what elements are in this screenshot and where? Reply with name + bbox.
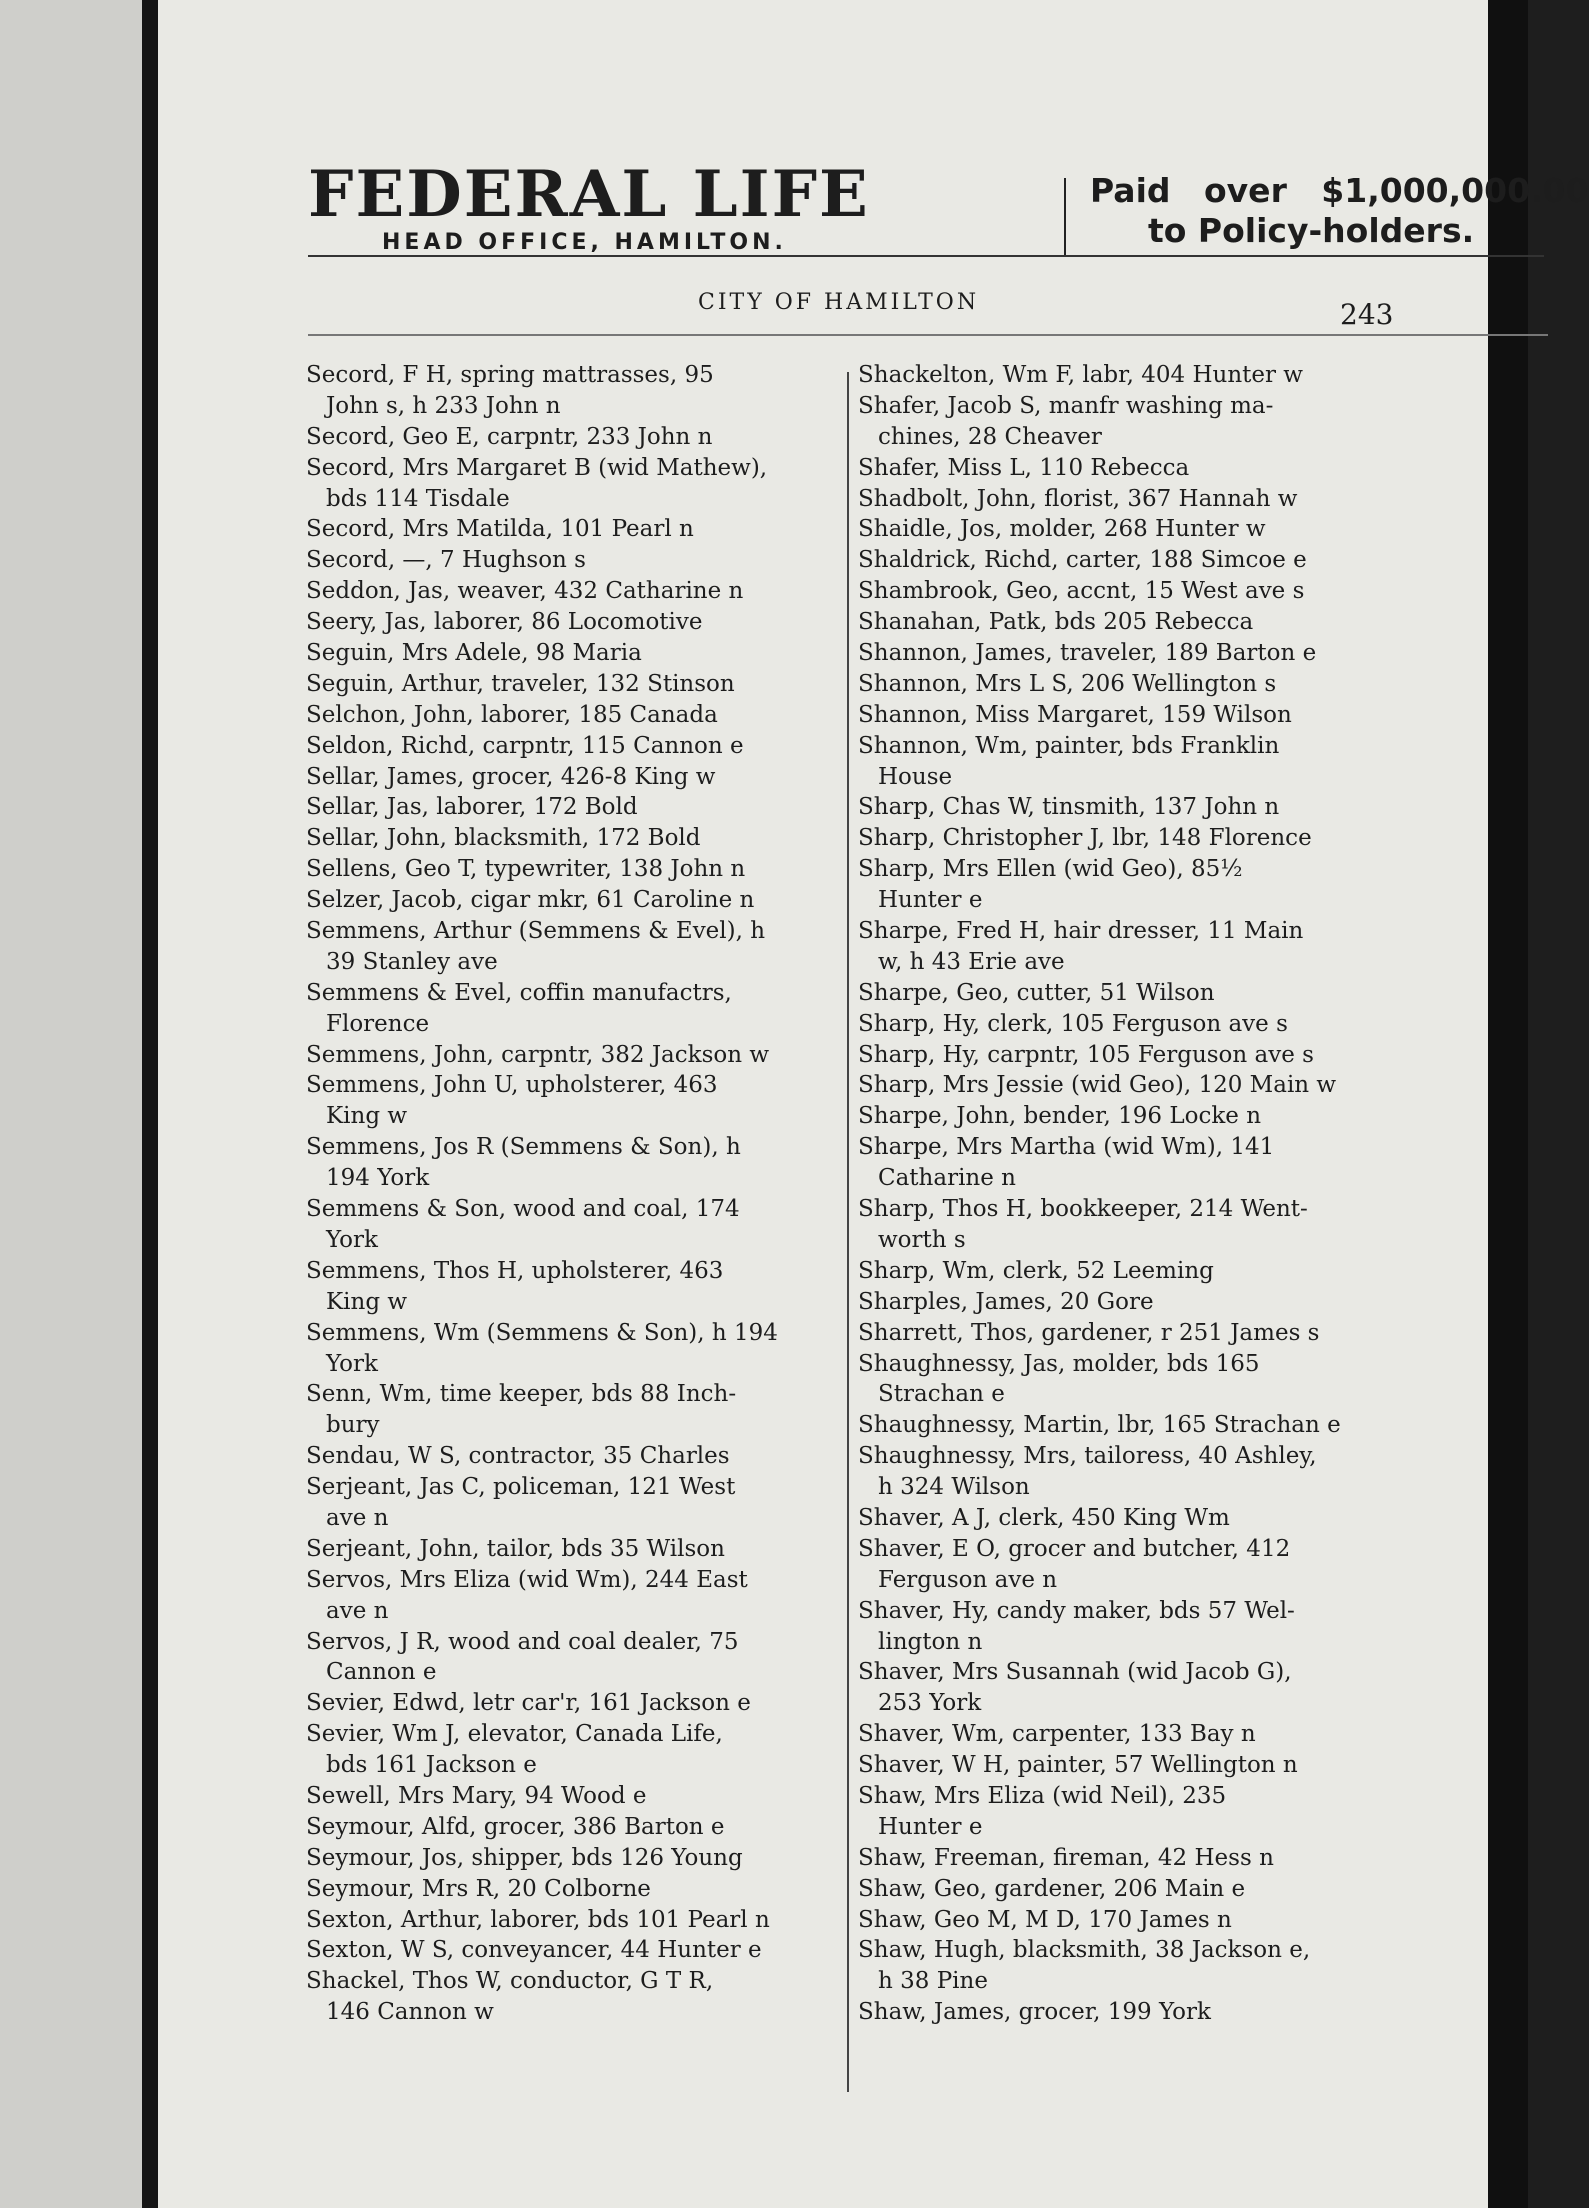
directory-line: Seldon, Richd, carpntr, 115 Cannon e <box>306 732 744 759</box>
directory-line: Selchon, John, laborer, 185 Canada <box>306 701 718 728</box>
directory-line: Shaver, Hy, candy maker, bds 57 Wel- <box>858 1597 1295 1624</box>
directory-line: Servos, J R, wood and coal dealer, 75 <box>306 1628 739 1655</box>
directory-line: Shannon, James, traveler, 189 Barton e <box>858 640 1317 667</box>
directory-line: Shaver, Mrs Susannah (wid Jacob G), <box>858 1659 1292 1686</box>
directory-line: Seymour, Alfd, grocer, 386 Barton e <box>306 1813 725 1840</box>
directory-line: Shambrook, Geo, accnt, 15 West ave s <box>858 578 1305 605</box>
directory-line: Sharp, Christopher J, lbr, 148 Florence <box>858 825 1312 852</box>
directory-line: Sharpe, Geo, cutter, 51 Wilson <box>858 979 1215 1006</box>
directory-line: w, h 43 Erie ave <box>878 948 1065 975</box>
head-office-line: HEAD OFFICE, HAMILTON. <box>382 230 787 255</box>
policy-holders-line: to Policy-holders. <box>1148 211 1475 250</box>
directory-line: Shaver, E O, grocer and butcher, 412 <box>858 1535 1291 1562</box>
directory-line: lington n <box>878 1628 983 1655</box>
directory-line: King w <box>326 1288 408 1315</box>
directory-line: Shannon, Wm, painter, bds Franklin <box>858 732 1280 759</box>
directory-line: Shaw, Geo M, M D, 170 James n <box>858 1906 1232 1933</box>
directory-line: Semmens, Jos R (Semmens & Son), h <box>306 1134 741 1161</box>
directory-line: Shaughnessy, Jas, molder, bds 165 <box>858 1350 1260 1377</box>
directory-line: Secord, —, 7 Hughson s <box>306 547 586 574</box>
directory-line: Sharpe, John, bender, 196 Locke n <box>858 1103 1262 1130</box>
directory-line: Sharpe, Mrs Martha (wid Wm), 141 <box>858 1134 1275 1161</box>
directory-line: Seguin, Arthur, traveler, 132 Stinson <box>306 670 735 697</box>
directory-line: Sevier, Edwd, letr car'r, 161 Jackson e <box>306 1690 751 1717</box>
directory-line: Senn, Wm, time keeper, bds 88 Inch- <box>306 1381 737 1408</box>
directory-line: Sharples, James, 20 Gore <box>858 1288 1154 1315</box>
column-rule <box>847 372 849 2092</box>
directory-line: ave n <box>326 1597 389 1624</box>
directory-line: Shaughnessy, Mrs, tailoress, 40 Ashley, <box>858 1443 1317 1470</box>
scan-left-edge <box>142 0 158 2208</box>
directory-line: Shaw, Geo, gardener, 206 Main e <box>858 1875 1246 1902</box>
directory-line: Sellar, James, grocer, 426-8 King w <box>306 763 716 790</box>
scan-left-margin <box>0 0 158 2208</box>
paid-label: Paid <box>1090 171 1171 210</box>
directory-line: Secord, Geo E, carpntr, 233 John n <box>306 423 713 450</box>
directory-line: Shaver, A J, clerk, 450 King Wm <box>858 1504 1230 1531</box>
advertisement-rule <box>308 255 1544 257</box>
directory-line: Ferguson ave n <box>878 1566 1058 1593</box>
paid-amount: over $1,000,000.00 <box>1204 171 1589 210</box>
directory-line: York <box>326 1226 378 1253</box>
directory-line: Shaw, Mrs Eliza (wid Neil), 235 <box>858 1782 1227 1809</box>
directory-line: Sevier, Wm J, elevator, Canada Life, <box>306 1721 723 1748</box>
directory-line: Shackel, Thos W, conductor, G T R, <box>306 1968 714 1995</box>
directory-line: Sellar, John, blacksmith, 172 Bold <box>306 825 701 852</box>
directory-line: Florence <box>326 1010 430 1037</box>
directory-line: bds 114 Tisdale <box>326 485 510 512</box>
directory-line: Catharine n <box>878 1165 1016 1192</box>
header-rule <box>308 334 1548 336</box>
directory-line: Shadbolt, John, florist, 367 Hannah w <box>858 485 1298 512</box>
directory-line: Semmens, Thos H, upholsterer, 463 <box>306 1257 724 1284</box>
directory-line: Sharpe, Fred H, hair dresser, 11 Main <box>858 918 1304 945</box>
directory-line: Seery, Jas, laborer, 86 Locomotive <box>306 609 703 636</box>
company-name: FEDERAL LIFE <box>308 157 870 232</box>
directory-line: King w <box>326 1103 408 1130</box>
directory-line: House <box>878 763 953 790</box>
directory-line: Shaw, Hugh, blacksmith, 38 Jackson e, <box>858 1937 1311 1964</box>
directory-line: Sharp, Wm, clerk, 52 Leeming <box>858 1257 1214 1284</box>
left-column <box>306 360 826 2028</box>
directory-line: Sharp, Thos H, bookkeeper, 214 Went- <box>858 1196 1308 1223</box>
directory-line: Shafer, Jacob S, manfr washing ma- <box>858 392 1274 419</box>
directory-line: Sharp, Hy, clerk, 105 Ferguson ave s <box>858 1010 1288 1037</box>
directory-line: Serjeant, Jas C, policeman, 121 West <box>306 1474 736 1501</box>
directory-line: Sewell, Mrs Mary, 94 Wood e <box>306 1782 647 1809</box>
advertisement-banner <box>308 157 1589 255</box>
directory-line: Seddon, Jas, weaver, 432 Catharine n <box>306 578 744 605</box>
directory-line: h 38 Pine <box>878 1968 988 1995</box>
directory-line: Shaldrick, Richd, carter, 188 Simcoe e <box>858 547 1307 574</box>
directory-line: Semmens, Wm (Semmens & Son), h 194 <box>306 1319 778 1346</box>
directory-line: chines, 28 Cheaver <box>878 423 1102 450</box>
advertisement-divider <box>1064 178 1066 256</box>
directory-line: Shanahan, Patk, bds 205 Rebecca <box>858 609 1254 636</box>
directory-line: h 324 Wilson <box>878 1474 1030 1501</box>
directory-line: 146 Cannon w <box>326 1999 494 2026</box>
directory-line: Semmens, John U, upholsterer, 463 <box>306 1072 718 1099</box>
directory-line: Sellar, Jas, laborer, 172 Bold <box>306 794 638 821</box>
directory-line: 194 York <box>326 1165 430 1192</box>
directory-line: worth s <box>878 1226 966 1253</box>
directory-page <box>158 0 1589 2208</box>
directory-line: Shaw, Freeman, fireman, 42 Hess n <box>858 1844 1274 1871</box>
directory-line: 39 Stanley ave <box>326 948 498 975</box>
directory-line: Seymour, Mrs R, 20 Colborne <box>306 1875 651 1902</box>
directory-line: Serjeant, John, tailor, bds 35 Wilson <box>306 1535 725 1562</box>
directory-line: Sendau, W S, contractor, 35 Charles <box>306 1443 730 1470</box>
directory-line: Semmens & Evel, coffin manufactrs, <box>306 979 732 1006</box>
directory-line: Semmens & Son, wood and coal, 174 <box>306 1196 740 1223</box>
directory-line: Shannon, Mrs L S, 206 Wellington s <box>858 670 1277 697</box>
directory-line: Servos, Mrs Eliza (wid Wm), 244 East <box>306 1566 748 1593</box>
directory-line: Sharp, Hy, carpntr, 105 Ferguson ave s <box>858 1041 1314 1068</box>
directory-line: Secord, F H, spring mattrasses, 95 <box>306 362 714 388</box>
directory-line: Sharp, Chas W, tinsmith, 137 John n <box>858 794 1280 821</box>
directory-line: Sharp, Mrs Ellen (wid Geo), 85½ <box>858 856 1243 883</box>
directory-line: Seguin, Mrs Adele, 98 Maria <box>306 640 642 667</box>
directory-line: Shaughnessy, Martin, lbr, 165 Strachan e <box>858 1412 1341 1439</box>
directory-line: Shaw, James, grocer, 199 York <box>858 1999 1211 2026</box>
scan-right-margin <box>1488 0 1528 2208</box>
directory-line: York <box>326 1350 378 1377</box>
running-head: CITY OF HAMILTON <box>698 290 980 315</box>
directory-line: ave n <box>326 1504 389 1531</box>
directory-line: Strachan e <box>878 1381 1005 1408</box>
directory-line: Shaver, W H, painter, 57 Wellington n <box>858 1752 1298 1779</box>
directory-line: Seymour, Jos, shipper, bds 126 Young <box>306 1844 743 1871</box>
directory-line: Sexton, W S, conveyancer, 44 Hunter e <box>306 1937 762 1964</box>
directory-line: Semmens, Arthur (Semmens & Evel), h <box>306 918 766 945</box>
directory-line: Sharrett, Thos, gardener, r 251 James s <box>858 1319 1320 1346</box>
directory-line: Shafer, Miss L, 110 Rebecca <box>858 454 1190 481</box>
directory-line: Sharp, Mrs Jessie (wid Geo), 120 Main w <box>858 1072 1337 1099</box>
directory-line: Hunter e <box>878 887 983 914</box>
directory-line: bds 161 Jackson e <box>326 1752 537 1779</box>
directory-line: Shackelton, Wm F, labr, 404 Hunter w <box>858 362 1303 388</box>
directory-line: Hunter e <box>878 1813 983 1840</box>
directory-line: Cannon e <box>326 1659 437 1686</box>
directory-line: bury <box>326 1412 380 1439</box>
page-number: 243 <box>1340 298 1394 331</box>
directory-line: John s, h 233 John n <box>326 392 561 419</box>
directory-line: Shaver, Wm, carpenter, 133 Bay n <box>858 1721 1256 1748</box>
directory-line: Secord, Mrs Margaret B (wid Mathew), <box>306 454 768 481</box>
directory-line: Secord, Mrs Matilda, 101 Pearl n <box>306 516 694 543</box>
directory-line: Selzer, Jacob, cigar mkr, 61 Caroline n <box>306 887 755 914</box>
directory-line: 253 York <box>878 1690 982 1717</box>
right-column <box>858 360 1388 2028</box>
directory-line: Shannon, Miss Margaret, 159 Wilson <box>858 701 1292 728</box>
directory-line: Sellens, Geo T, typewriter, 138 John n <box>306 856 746 883</box>
directory-line: Sexton, Arthur, laborer, bds 101 Pearl n <box>306 1906 770 1933</box>
directory-line: Semmens, John, carpntr, 382 Jackson w <box>306 1041 770 1068</box>
directory-line: Shaidle, Jos, molder, 268 Hunter w <box>858 516 1266 543</box>
